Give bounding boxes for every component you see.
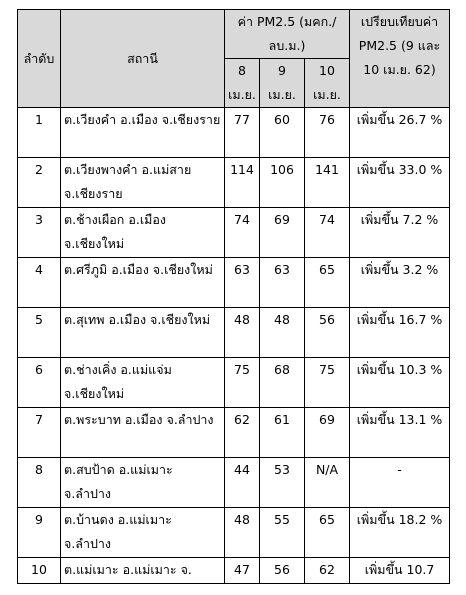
value-day-10: 69 [305,408,350,458]
change-percent: เพิ่มขึ้น 10.3 % [350,358,450,408]
change-percent: เพิ่มขึ้น 7.2 % [350,208,450,258]
row-number: 6 [18,358,61,408]
change-percent: เพิ่มขึ้น 3.2 % [350,258,450,308]
change-percent: เพิ่มขึ้น 10.7 [350,558,450,584]
station-name: ต.พระบาท อ.เมือง จ.ลำปาง [61,408,225,458]
table-row [18,358,450,408]
row-number: 3 [18,208,61,258]
header-pm-value: ค่า PM2.5 (มคก./ลบ.ม.) [225,10,350,59]
row-number: 7 [18,408,61,458]
change-percent: เพิ่มขึ้น 13.1 % [350,408,450,458]
table-row [18,308,450,358]
row-number: 4 [18,258,61,308]
value-day-10: 141 [305,158,350,208]
row-number: 1 [18,108,61,158]
station-name: ต.เวียงพางคำ อ.แม่สาย จ.เชียงราย [61,158,225,208]
table-row [18,458,450,508]
value-day-9: 63 [260,258,305,308]
table-row [18,558,450,584]
change-percent: เพิ่มขึ้น 33.0 % [350,158,450,208]
value-day-9: 53 [260,458,305,508]
value-day-8: 77 [225,108,260,158]
value-day-9: 69 [260,208,305,258]
station-name: ต.บ้านดง อ.แม่เมาะ จ.ลำปาง [61,508,225,558]
value-day-10: 74 [305,208,350,258]
table-row [18,408,450,458]
header-order: ลำดับ [18,10,61,108]
value-day-9: 106 [260,158,305,208]
row-number: 2 [18,158,61,208]
value-day-8: 47 [225,558,260,584]
value-day-10: 65 [305,258,350,308]
value-day-10: 62 [305,558,350,584]
station-name: ต.ช่างเคิ่ง อ.แม่แจ่ม จ.เชียงใหม่ [61,358,225,408]
value-day-10: 76 [305,108,350,158]
row-number: 10 [18,558,61,584]
value-day-9: 61 [260,408,305,458]
change-percent: เพิ่มขึ้น 26.7 % [350,108,450,158]
table-row [18,108,450,158]
value-day-10: N/A [305,458,350,508]
value-day-10: 65 [305,508,350,558]
value-day-9: 55 [260,508,305,558]
value-day-8: 48 [225,308,260,358]
header-day-9: 9 เม.ย. [260,59,305,108]
header-day-10: 10 เม.ย. [305,59,350,108]
value-day-9: 56 [260,558,305,584]
value-day-8: 75 [225,358,260,408]
value-day-8: 62 [225,408,260,458]
station-name: ต.เวียงคำ อ.เมือง จ.เชียงราย [61,108,225,158]
value-day-8: 44 [225,458,260,508]
pm25-table [17,9,450,584]
table-row [18,208,450,258]
change-percent: เพิ่มขึ้น 18.2 % [350,508,450,558]
table-row [18,508,450,558]
row-number: 5 [18,308,61,358]
value-day-9: 68 [260,358,305,408]
value-day-8: 74 [225,208,260,258]
station-name: ต.ช้างเผือก อ.เมือง จ.เชียงใหม่ [61,208,225,258]
header-compare: เปรียบเทียบค่า PM2.5 (9 และ 10 เม.ย. 62) [350,10,450,108]
row-number: 8 [18,458,61,508]
value-day-8: 114 [225,158,260,208]
change-percent: เพิ่มขึ้น 16.7 % [350,308,450,358]
value-day-9: 48 [260,308,305,358]
row-number: 9 [18,508,61,558]
station-name: ต.แม่เมาะ อ.แม่เมาะ จ. [61,558,225,584]
value-day-8: 48 [225,508,260,558]
table-row [18,158,450,208]
value-day-9: 60 [260,108,305,158]
station-name: ต.สุเทพ อ.เมือง จ.เชียงใหม่ [61,308,225,358]
value-day-8: 63 [225,258,260,308]
change-percent: - [350,458,450,508]
header-day-8: 8 เม.ย. [225,59,260,108]
table-row [18,258,450,308]
value-day-10: 75 [305,358,350,408]
value-day-10: 56 [305,308,350,358]
station-name: ต.ศรีภูมิ อ.เมือง จ.เชียงใหม่ [61,258,225,308]
station-name: ต.สบป้าด อ.แม่เมาะ จ.ลำปาง [61,458,225,508]
header-station: สถานี [61,10,225,108]
